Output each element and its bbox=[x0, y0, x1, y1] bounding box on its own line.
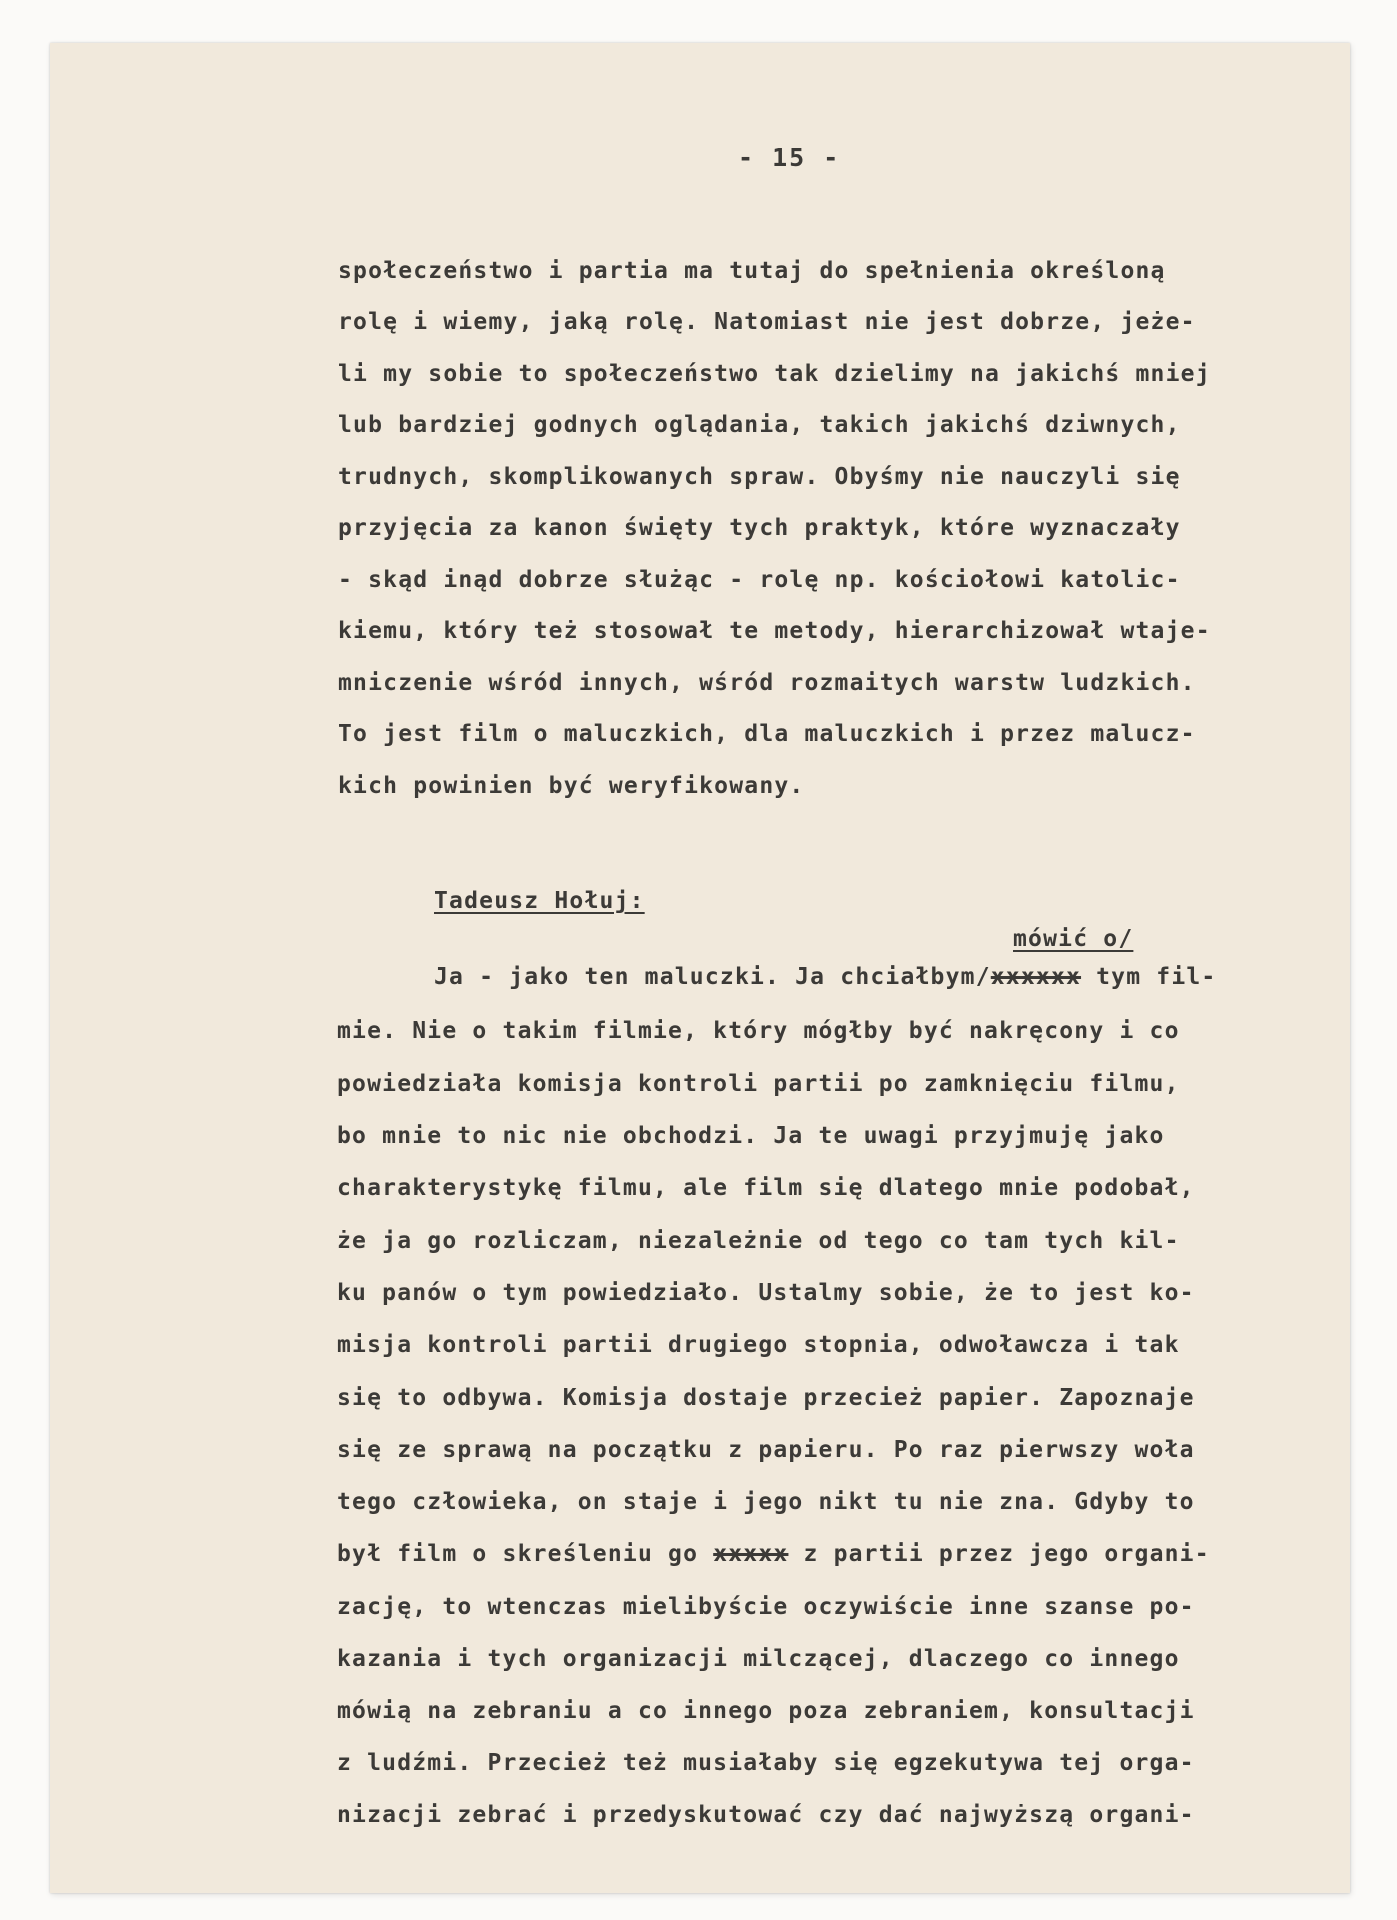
text-line: nizacji zebrać i przedyskutować czy dać najwyższą organi- bbox=[337, 1802, 1195, 1828]
text-line: ku panów o tym powiedziało. Ustalmy sobie, że to jest ko- bbox=[337, 1280, 1195, 1306]
text-line: lub bardziej godnych oglądania, takich jakichś dziwnych, bbox=[338, 412, 1181, 438]
text-line: zację, to wtenczas mielibyście oczywiście inne szanse po- bbox=[337, 1594, 1195, 1620]
text-line: misja kontroli partii drugiego stopnia, odwoławcza i tak bbox=[337, 1332, 1180, 1358]
text-line: przyjęcia za kanon święty tych praktyk, które wyznaczały bbox=[338, 515, 1181, 541]
text-line: rolę i wiemy, jaką rolę. Natomiast nie jest dobrze, jeże- bbox=[338, 309, 1196, 335]
text-line: mie. Nie o takim filmie, który mógłby być nakręcony i co bbox=[337, 1018, 1180, 1044]
text-line: To jest film o maluczkich, dla maluczkich i przez malucz- bbox=[338, 721, 1196, 747]
text-line-with-strike bbox=[337, 1541, 1210, 1567]
page-number: - 15 - bbox=[738, 143, 841, 172]
struck-out-text: xxxxxx bbox=[990, 964, 1082, 990]
text-line: kazania i tych organizacji milczącej, dlaczego co innego bbox=[337, 1646, 1180, 1672]
text-line: charakterystykę filmu, ale film się dlatego mnie podobał, bbox=[337, 1175, 1195, 1201]
text-line: z ludźmi. Przecież też musiałaby się egzekutywa tej orga- bbox=[337, 1750, 1195, 1776]
text-line: się ze sprawą na początku z papieru. Po raz pierwszy woła bbox=[337, 1437, 1195, 1463]
text-line: trudnych, skomplikowanych spraw. Obyśmy nie nauczyli się bbox=[338, 464, 1181, 490]
speaker-name: Tadeusz Hołuj: bbox=[434, 888, 645, 914]
text-segment: Ja - jako ten maluczki. Ja chciałbym/ bbox=[434, 964, 991, 990]
text-line: że ja go rozliczam, niezależnie od tego co tam tych kil- bbox=[337, 1228, 1180, 1254]
text-line-with-strike bbox=[434, 964, 1216, 990]
text-segment: tym fil- bbox=[1081, 964, 1217, 990]
insertion-correction: mówić o/ bbox=[1013, 926, 1134, 952]
typewritten-page bbox=[50, 43, 1350, 1893]
text-line: bo mnie to nic nie obchodzi. Ja te uwagi przyjmuję jako bbox=[337, 1123, 1165, 1149]
text-segment: był film o skreśleniu go bbox=[337, 1541, 714, 1567]
text-line: li my sobie to społeczeństwo tak dzielimy na jakichś mniej bbox=[338, 361, 1211, 387]
text-line: tego człowieka, on staje i jego nikt tu nie zna. Gdyby to bbox=[337, 1489, 1195, 1515]
text-segment: z partii przez jego organi- bbox=[788, 1541, 1210, 1567]
text-line: - skąd inąd dobrze służąc - rolę np. kościołowi katolic- bbox=[338, 567, 1181, 593]
text-line: społeczeństwo i partia ma tutaj do spełnienia określoną bbox=[338, 258, 1166, 284]
text-line: kich powinien być weryfikowany. bbox=[338, 773, 805, 799]
struck-out-text: xxxxx bbox=[713, 1541, 789, 1567]
text-line: kiemu, który też stosował te metody, hierarchizował wtaje- bbox=[338, 618, 1211, 644]
text-line: powiedziała komisja kontroli partii po zamknięciu filmu, bbox=[337, 1071, 1180, 1097]
text-line: się to odbywa. Komisja dostaje przecież papier. Zapoznaje bbox=[337, 1385, 1195, 1411]
text-line: mówią na zebraniu a co innego poza zebraniem, konsultacji bbox=[337, 1698, 1195, 1724]
text-line: mniczenie wśród innych, wśród rozmaitych warstw ludzkich. bbox=[338, 670, 1196, 696]
